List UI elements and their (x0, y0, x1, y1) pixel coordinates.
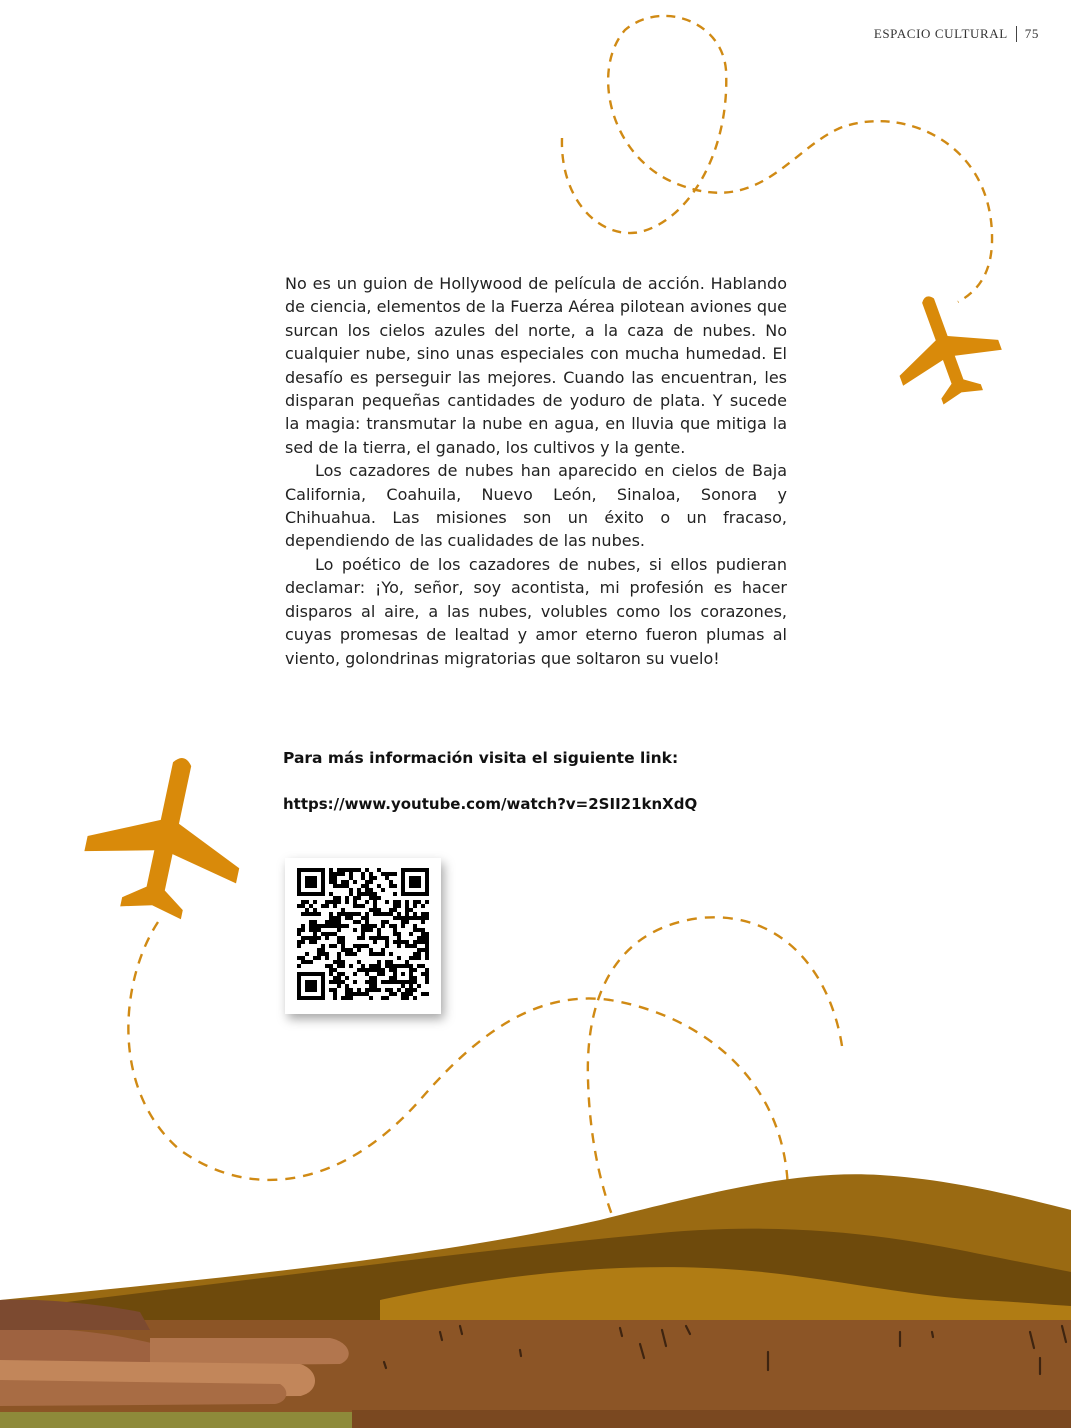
article-body (285, 272, 787, 670)
paragraph: No es un guion de Hollywood de película de acción. Hablando de ciencia, elementos de la Fuerza Aérea pilotean aviones que surcan los cielos azules del norte, a la caza de nubes. No cualquier nube, sino unas especiales con mucha humedad. El desafío es perseguir las mejores. Cuando las encuentran, les disparan pequeñas cantidades de yoduro de plata. Y sucede la magia: transmutar la nube en agua, en lluvia que mitiga la sed de la tierra, el ganado, los cultivos y la gente. (285, 274, 787, 457)
video-link[interactable]: https://www.youtube.com/watch?v=2SII21knXdQ (283, 795, 698, 813)
qr-code-card[interactable] (285, 858, 441, 1014)
landscape (0, 1174, 1071, 1428)
airplane-icon (75, 742, 259, 929)
section-title: ESPACIO CULTURAL (873, 26, 1008, 41)
airplane-icon (877, 279, 1012, 416)
qr-code-icon (297, 868, 429, 1000)
info-label: Para más información visita el siguiente link: (283, 749, 679, 767)
flight-path-bottom (128, 917, 842, 1230)
paragraph: Lo poético de los cazadores de nubes, si ellos pudieran declamar: ¡Yo, señor, soy acontista, mi profesión es hacer disparos al aire, a las nubes, volubles como los corazones, cuyas promesas de lealtad y amor eterno fueron plumas al viento, golondrinas migratorias que soltaron su vuelo! (285, 554, 787, 668)
header-divider (1016, 26, 1017, 42)
flight-path-top (562, 16, 992, 302)
paragraph: Los cazadores de nubes han aparecido en cielos de Baja California, Coahuila, Nuevo León, Sinaloa, Sonora y Chihuahua. Las misiones son un éxito o un fracaso, dependiendo de las cualidades de las nubes. (285, 461, 787, 551)
page-number: 75 (1024, 26, 1039, 41)
running-header (874, 26, 1039, 42)
